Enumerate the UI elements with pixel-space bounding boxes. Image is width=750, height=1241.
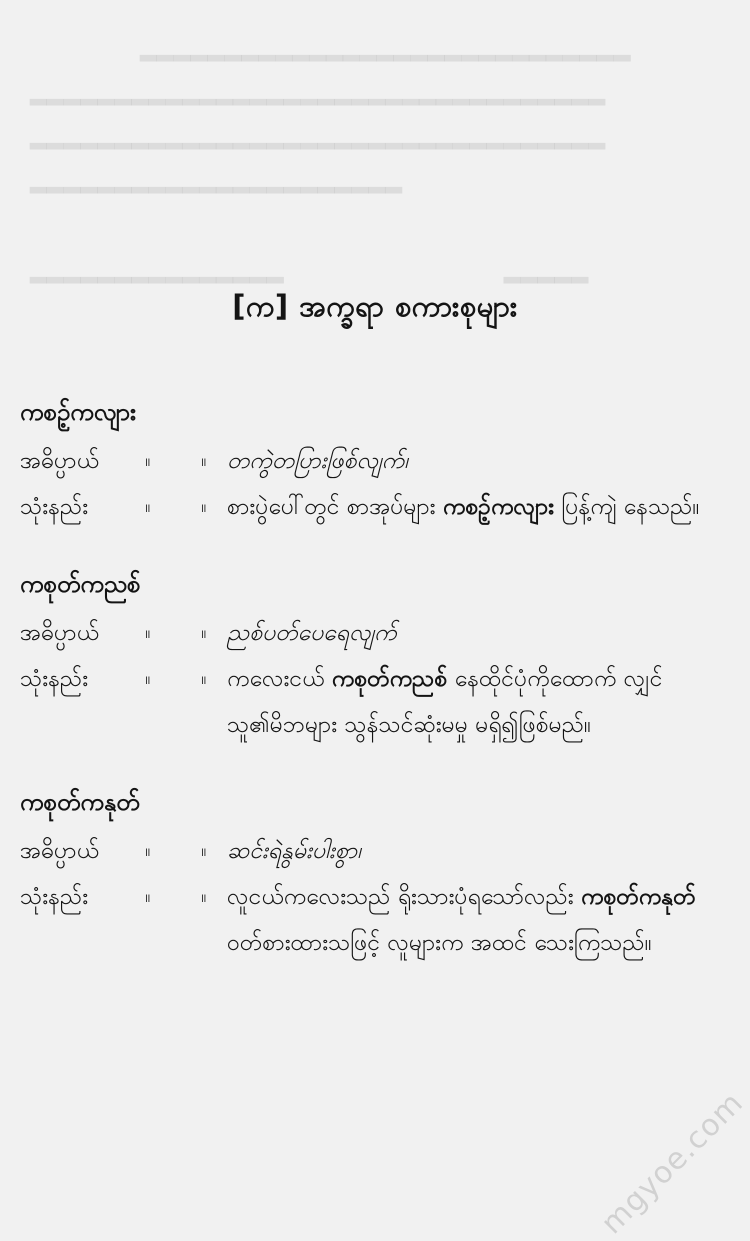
meaning-row: [20, 610, 730, 656]
usage-text: [223, 484, 730, 530]
separator: ။: [145, 451, 151, 471]
entry-title: ကစုတ်ကနုတ်: [20, 788, 140, 816]
usage-text-after: ပြန့်ကျဲ နေသည်။: [554, 494, 700, 520]
separator: ။: [201, 669, 207, 689]
usage-row: [20, 484, 730, 530]
separator: ။: [145, 669, 151, 689]
meaning-label: အဓိပ္ပာယ်: [20, 620, 99, 646]
entry-title: ကစဥ့်ကလျား: [20, 398, 137, 426]
usage-highlight: ကစုတ်ကညစ်: [331, 666, 448, 692]
separator: ။: [201, 623, 207, 643]
meaning-row: [20, 438, 730, 484]
usage-text-before: လူငယ်ကလေးသည် ရိုးသားပုံရသော်လည်း: [227, 884, 581, 910]
separator: ။: [145, 841, 151, 861]
separator: ။: [145, 497, 151, 517]
entry: [20, 564, 730, 748]
entry-title: ကစုတ်ကညစ်: [20, 570, 141, 598]
usage-text-after: နေထိုင်ပုံကိုထောက် လျှင် သူ၏မိဘများ သွန်သင်ဆုံးမမှု မရှိ၍ဖြစ်မည်။: [227, 666, 663, 738]
usage-label: သုံးနည်း: [20, 884, 89, 910]
separator: ။: [201, 497, 207, 517]
usage-text-before: ကလေးငယ်: [227, 666, 332, 692]
usage-text-before: စားပွဲပေါ်တွင် စာအုပ်များ: [227, 494, 443, 520]
meaning-label: အဓိပ္ပာယ်: [20, 448, 99, 474]
show-through-text: ▂▂▂▂▂▂▂▂▂▂▂▂▂▂▂ ▂▂▂▂▂: [30, 259, 589, 284]
usage-label: သုံးနည်း: [20, 666, 89, 692]
separator: ။: [145, 623, 151, 643]
separator: ။: [201, 451, 207, 471]
entry: [20, 782, 730, 966]
usage-text: [223, 656, 730, 748]
separator: ။: [201, 887, 207, 907]
separator: ။: [145, 887, 151, 907]
usage-text-after: ဝတ်စားထားသဖြင့် လူများက အထင် သေးကြသည်။: [227, 930, 652, 956]
meaning-text: တကွဲတပြားဖြစ်လျက်၊: [227, 448, 408, 474]
usage-highlight: ကစဥ့်ကလျား: [442, 494, 555, 520]
separator: ။: [201, 841, 207, 861]
entry: [20, 392, 730, 530]
usage-row: [20, 656, 730, 748]
show-through-text: ▂▂▂▂▂▂▂▂▂▂▂▂▂▂▂▂▂▂▂▂▂▂▂▂▂▂▂▂▂ ▂▂▂▂▂▂▂▂▂▂▂▂▂▂▂▂▂▂▂▂▂▂▂▂▂▂▂▂▂▂▂▂▂▂ ▂▂▂▂▂▂▂▂▂▂▂▂▂▂▂▂▂▂▂▂▂▂▂▂▂▂▂▂▂▂▂▂▂▂ ▂▂▂▂▂▂▂▂▂▂▂▂▂▂▂▂▂▂▂▂▂▂: [30, 37, 631, 194]
usage-text: [223, 874, 730, 966]
meaning-label: အဓိပ္ပာယ်: [20, 838, 99, 864]
meaning-text: ညစ်ပတ်ပေရေလျက်: [227, 620, 397, 646]
usage-label: သုံးနည်း: [20, 494, 89, 520]
meaning-row: [20, 828, 730, 874]
usage-row: [20, 874, 730, 966]
watermark: mgyoe.com: [594, 1085, 750, 1241]
section-heading: [က] အက္ခရာ စကားစုများ: [232, 289, 518, 323]
meaning-text: ဆင်းရဲနွမ်းပါးစွာ၊: [227, 838, 361, 864]
usage-highlight: ကစုတ်ကနုတ်: [580, 884, 696, 910]
entry-list: [20, 392, 730, 1000]
